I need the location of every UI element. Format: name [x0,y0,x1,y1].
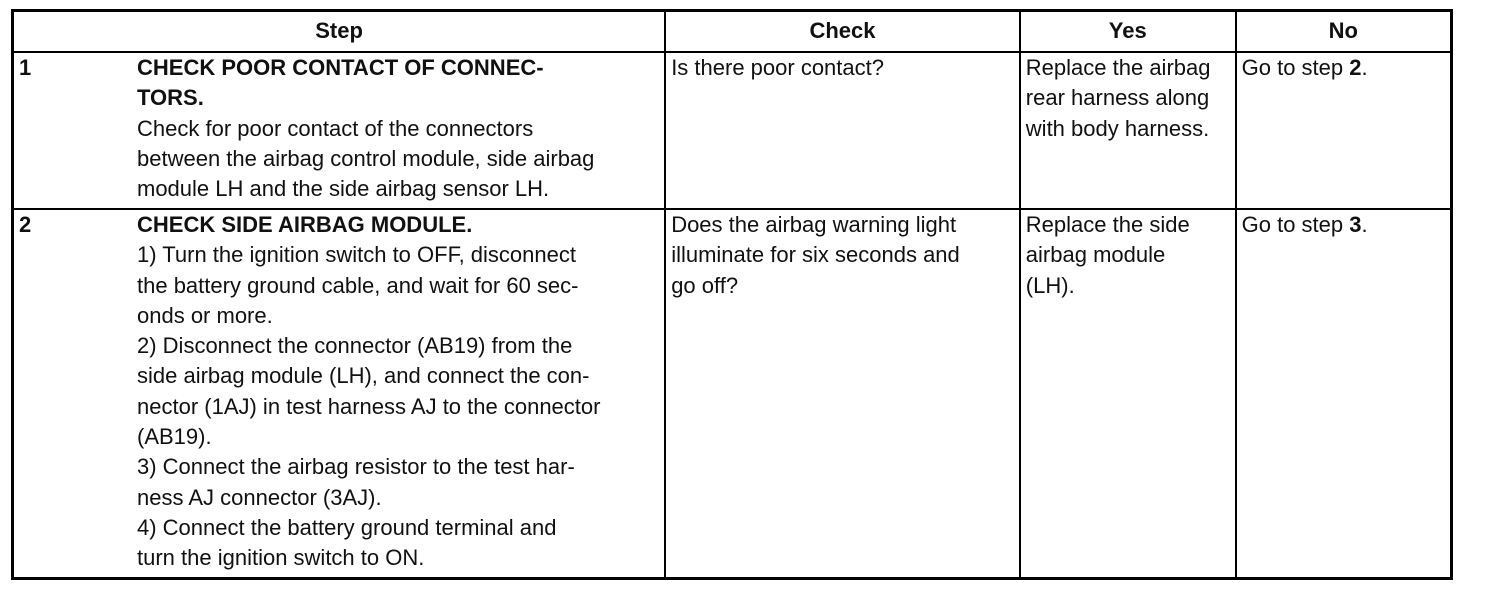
header-check: Check [665,11,1020,53]
header-yes: Yes [1020,11,1236,53]
step-cell [13,209,666,579]
step-text-line: 1) Turn the ignition switch to OFF, disconnect [137,242,576,268]
step-number: 1 [19,55,32,80]
yes-cell [1020,209,1236,579]
no-text: Go to step [1241,212,1350,237]
no-cell [1236,209,1452,579]
yes-text-line: (LH). [1025,272,1075,298]
step-text-line: module LH and the side airbag sensor LH. [137,176,550,202]
no-step-ref: 2 [1349,55,1362,80]
diagnostic-table [11,9,1453,580]
step-text-line: (AB19). [137,424,212,450]
step-text-line: the battery ground cable, and wait for 60 sec- [137,272,579,298]
no-text-suffix: . [1361,55,1368,80]
check-text-line: go off? [671,272,739,298]
header-no: No [1236,11,1452,53]
yes-text-line: rear harness along [1025,85,1210,111]
step-text-line: ness AJ connector (3AJ). [137,484,382,510]
step-text-line: turn the ignition switch to ON. [137,545,425,571]
step-text-line: nector (1AJ) in test harness AJ to the connector [137,393,601,419]
no-cell [1236,52,1452,209]
table-row [13,209,1452,579]
no-step-ref: 3 [1349,212,1362,237]
step-title-line: TORS. [137,85,204,111]
yes-text-line: airbag module [1025,242,1166,268]
step-text-line: side airbag module (LH), and connect the con- [137,363,590,389]
yes-cell [1020,52,1236,209]
no-text-suffix: . [1361,212,1368,237]
step-text-line: 3) Connect the airbag resistor to the test har- [137,454,575,480]
yes-text-line: Replace the side [1025,212,1190,237]
check-text-line: Is there poor contact? [671,55,884,80]
step-title-line: CHECK POOR CONTACT OF CONNEC- [137,55,544,80]
table-row [13,52,1452,209]
step-text-line: Check for poor contact of the connectors [137,115,534,141]
step-text-line: 4) Connect the battery ground terminal and [137,514,557,540]
step-number: 2 [19,212,32,237]
check-cell [665,209,1020,579]
step-title-line: CHECK SIDE AIRBAG MODULE. [137,212,473,237]
check-text-line: Does the airbag warning light [671,212,957,237]
check-cell [665,52,1020,209]
step-text-line: between the airbag control module, side airbag [137,145,595,171]
check-text-line: illuminate for six seconds and [671,242,960,268]
yes-text-line: with body harness. [1025,115,1210,141]
header-step: Step [13,11,666,53]
header-row [13,11,1452,53]
step-text-line: 2) Disconnect the connector (AB19) from the [137,333,573,359]
no-text: Go to step [1241,55,1350,80]
step-text-line: onds or more. [137,302,273,328]
step-cell [13,52,666,209]
yes-text-line: Replace the airbag [1025,55,1211,80]
